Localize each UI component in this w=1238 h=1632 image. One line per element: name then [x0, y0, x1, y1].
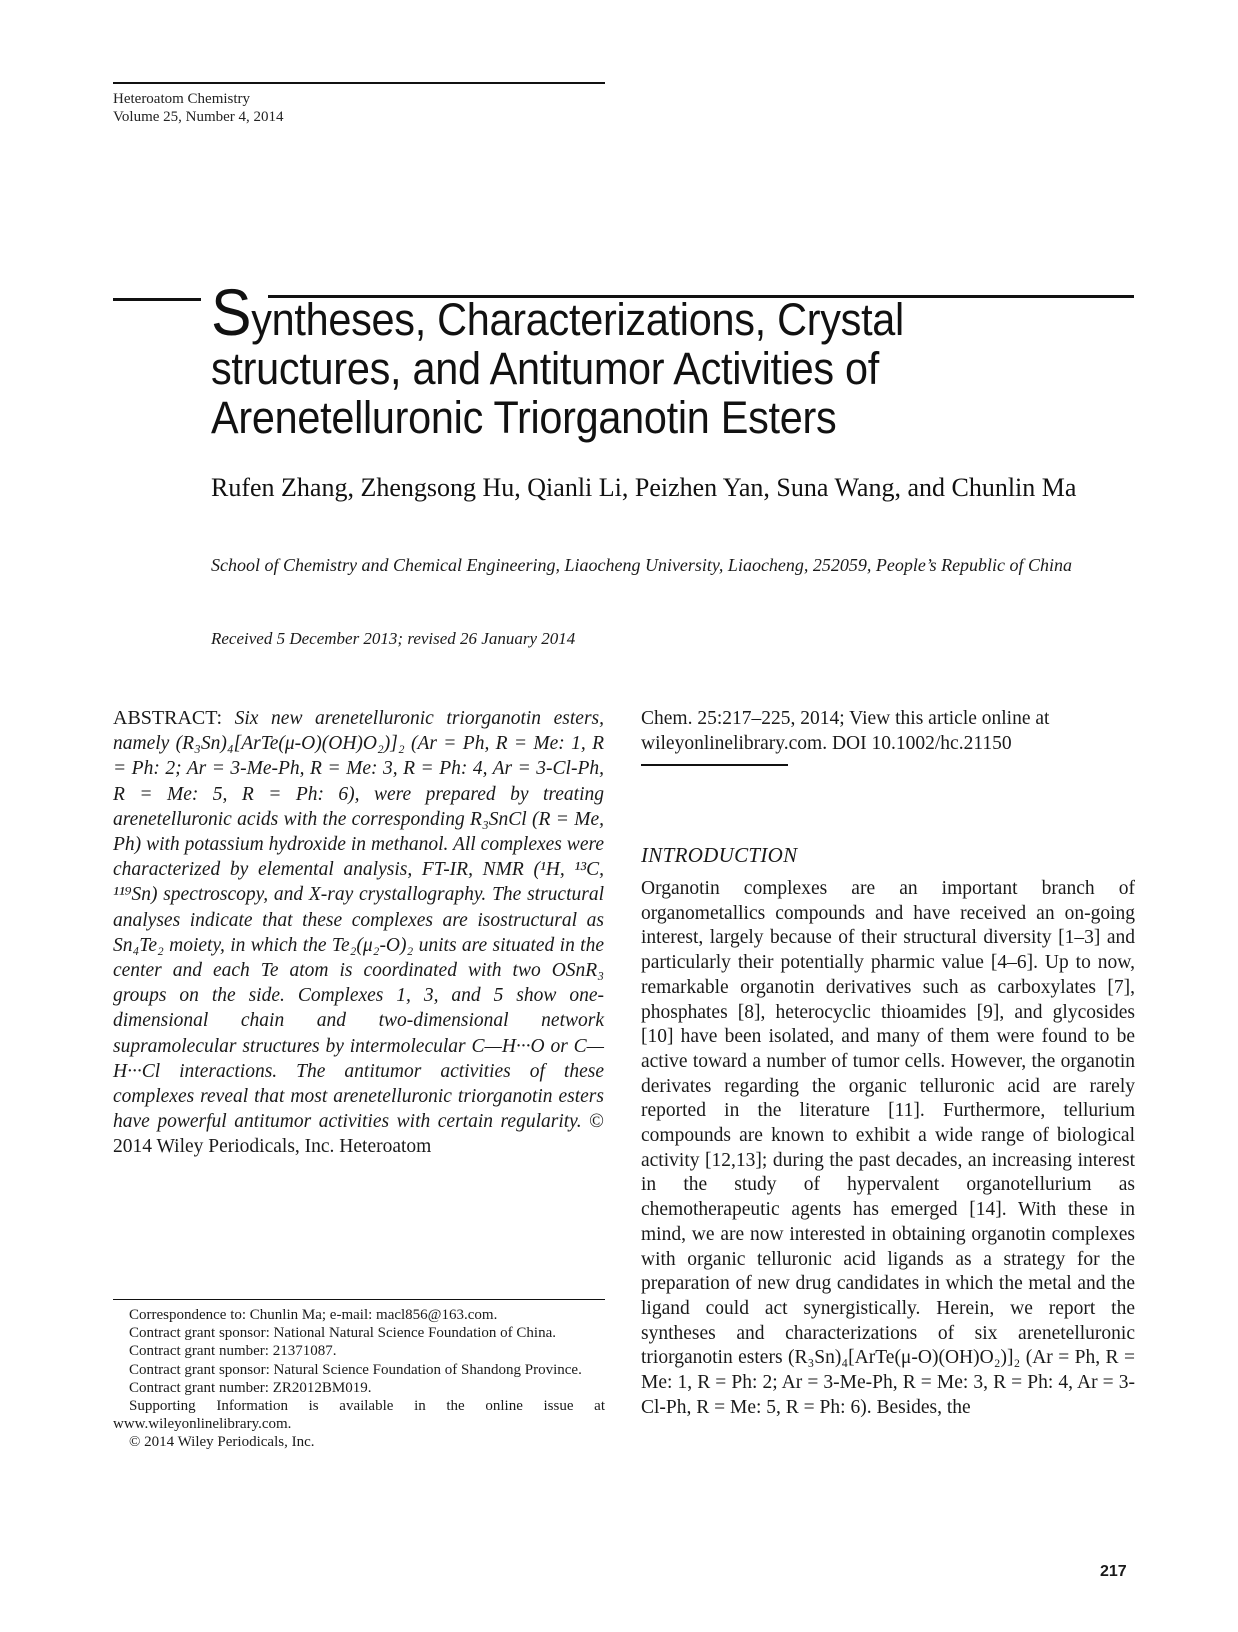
received-dates: Received 5 December 2013; revised 26 January 2014: [211, 629, 576, 648]
abstract-copyright: © 2014 Wiley Periodicals, Inc. Heteroatom: [113, 1111, 604, 1158]
footnote-supporting-info: Supporting Information is available in the online issue at www.wileyonlinelibrary.com.: [113, 1398, 605, 1433]
footnote-rule: [113, 1299, 605, 1300]
title-rest: yntheses, Characterizations, Crystal structures, and Antitumor Activities of Arenetelluronic Triorganotin Esters: [211, 294, 904, 443]
introduction-text: Organotin complexes are an important branch of organometallics compounds and have received an on-going interest, largely because of their structural diversity [1–3] and particularly their potentially pharmic value [4–6]. Up to now, remarkable organotin derivatives such as carboxylates [7], phosphates [8], heterocyclic thioamides [9], and glycosides [10] have been isolated, and many of them were found to be active toward a number of tumor cells. However, the organotin derivates regarding the organic telluronic acid are rarely reported in the literature [11]. Furthermore, tellurium compounds are known to exhibit a wide range of biological activity [12,13]; during the past decades, an increasing interest in the study of hypervalent organotellurium as chemotherapeutic agents has emerged [14]. With these in mind, we are now interested in obtaining organotin complexes with organic telluronic acid ligands as a strategy for the preparation of new drug candidates in which the metal and the ligand could act synergistically. Herein, we report the syntheses and characterizations of six arenetelluronic triorganotin esters (R₃Sn)₄[ArTe(μ-O)(OH)O₂)]₂ (Ar = Ph, R = Me: 1, R = Ph: 2; Ar = 3-Me-Ph, R = Me: 3, R = Ph: 4, Ar = 3-Cl-Ph, R = Me: 5, R = Ph: 6). Besides, the: [641, 878, 1135, 1418]
affiliation: School of Chemistry and Chemical Engineering, Liaocheng University, Liaocheng, 252059, People’s Republic of China: [211, 555, 1073, 575]
journal-header: [113, 90, 284, 126]
abstract-body: Six new arenetelluronic triorganotin esters, namely (R₃Sn)₄[ArTe(μ-O)(OH)O₂)]₂ (Ar = Ph, R = Me: 1, R = Ph: 2; Ar = 3-Me-Ph, R = Me: 3, R = Ph: 4, Ar = 3-Cl-Ph, R = Me: 5, R = Ph: 6), were prepared by treating arenetelluronic acids with the corresponding R₃SnCl (R = Me, Ph) with potassium hydroxide in methanol. All complexes were characterized by elemental analysis, FT-IR, NMR (¹H, ¹³C, ¹¹⁹Sn) spectroscopy, and X-ray crystallography. The structural analyses indicate that these complexes are isostructural as Sn₄Te₂ moiety, in which the Te₂(μ₂-O)₂ units are situated in the center and each Te atom is coordinated with two OSnR₃ groups on the side. Complexes 1, 3, and 5 show one-dimensional chain and two-dimensional network supramolecular structures by intermolecular C—H···O or C—H···Cl interactions. The antitumor activities of these complexes reveal that most arenetelluronic triorganotin esters have powerful antitumor activities with certain regularity.: [113, 708, 604, 1133]
author-list: Rufen Zhang, Zhengsong Hu, Qianli Li, Peizhen Yan, Suna Wang, and Chunlin Ma: [211, 473, 1077, 502]
footnotes: [113, 1306, 605, 1452]
footnote-sponsor-2: Contract grant sponsor: Natural Science Foundation of Shandong Province.: [129, 1361, 582, 1378]
header-rule: [113, 82, 605, 84]
citation-continuation: Chem. 25:217–225, 2014; View this article online at wileyonlinelibrary.com. DOI 10.1002/hc.21150: [641, 708, 1050, 755]
footnote-correspondence: Correspondence to: Chunlin Ma; e-mail: macl856@163.com.: [129, 1307, 498, 1323]
title-initial: S: [211, 275, 252, 349]
abstract-end-rule: [641, 764, 788, 766]
journal-volume: Volume 25, Number 4, 2014: [113, 109, 284, 125]
article-title: [211, 275, 1076, 443]
journal-name: Heteroatom Chemistry: [113, 91, 251, 107]
page-number: 217: [1100, 1563, 1127, 1580]
footnote-grant-2: Contract grant number: ZR2012BM019.: [129, 1379, 372, 1396]
footnote-copyright: © 2014 Wiley Periodicals, Inc.: [129, 1434, 315, 1451]
footnote-grant-1: Contract grant number: 21371087.: [129, 1343, 337, 1360]
title-rule-left: [113, 298, 201, 301]
abstract: [113, 706, 604, 1160]
abstract-label: ABSTRACT:: [113, 707, 223, 729]
footnote-sponsor-1: Contract grant sponsor: National Natural Science Foundation of China.: [129, 1325, 556, 1342]
section-heading-introduction: INTRODUCTION: [641, 843, 798, 867]
